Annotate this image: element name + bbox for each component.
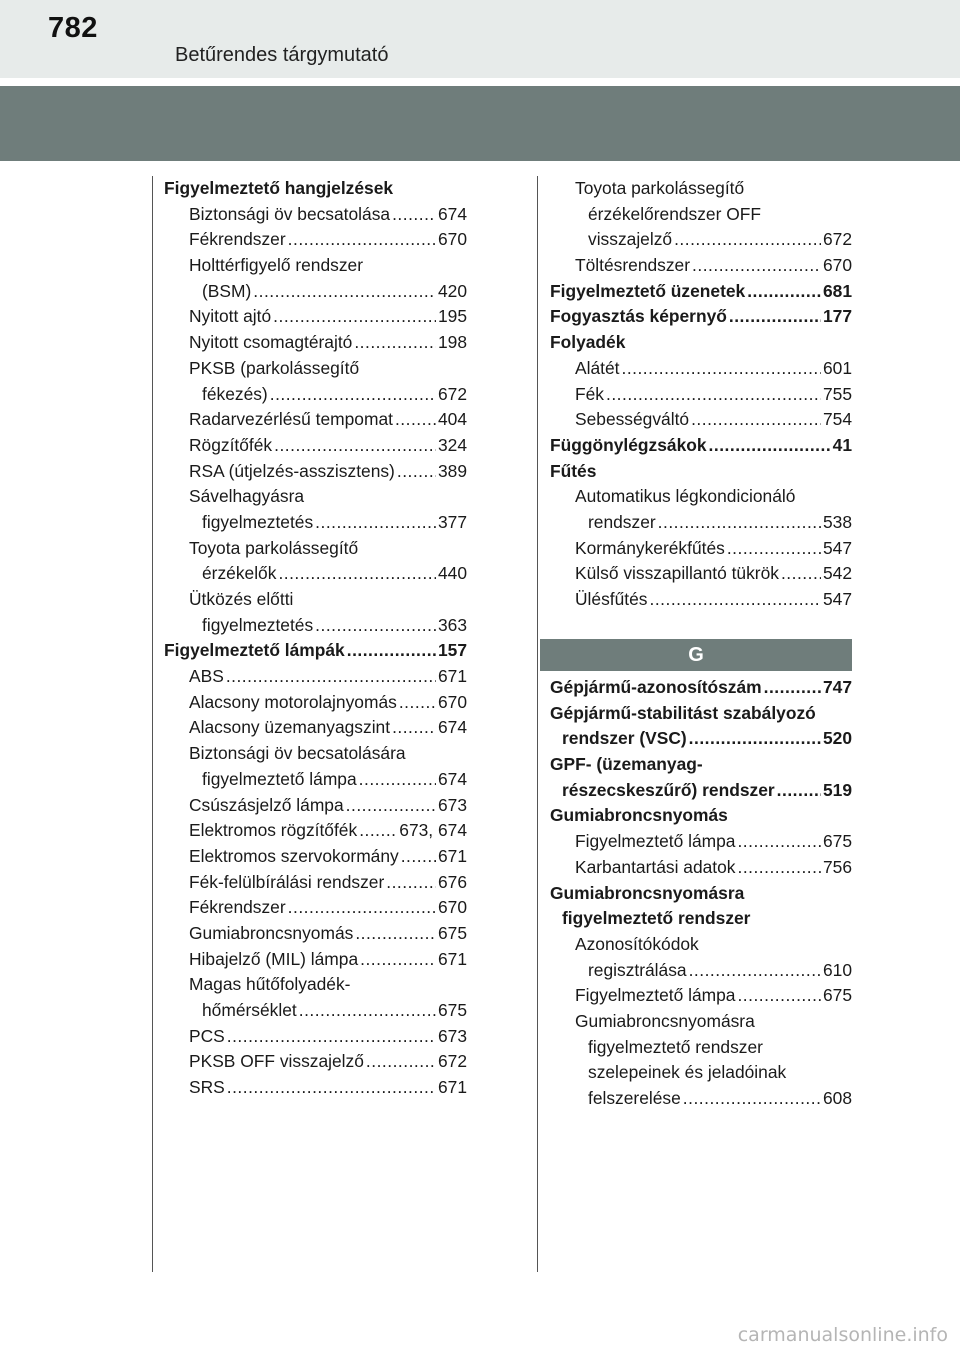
index-entry-page: 671 <box>437 1077 467 1098</box>
index-entry-term: Függönylégzsákok <box>550 434 707 455</box>
index-entry-term: Gépjármű-stabilitást szabályozó <box>550 702 816 723</box>
index-entry-term: Nyitott ajtó <box>189 306 272 327</box>
index-entry-term: Fűtés <box>550 460 597 481</box>
index-entry-page: 670 <box>437 691 467 712</box>
index-entry-term: Figyelmeztető üzenetek <box>550 280 746 301</box>
index-entry <box>550 803 852 829</box>
index-entry-term: Karbantartási adatok <box>575 856 736 877</box>
watermark: carmanualsonline.info <box>737 1324 948 1346</box>
index-entry <box>164 715 467 741</box>
index-entry-page: 363 <box>437 614 467 635</box>
index-entry <box>550 983 852 1009</box>
dot-leader <box>727 536 821 562</box>
index-entry-term: Töltésrendszer <box>575 255 691 276</box>
index-entry-term: Biztonsági öv becsatolása <box>189 203 391 224</box>
index-entry-term: érzékelők <box>202 563 277 584</box>
index-entry-term: Folyadék <box>550 332 626 353</box>
dot-leader <box>227 1024 436 1050</box>
index-entry-page: 674 <box>437 768 467 789</box>
dot-leader <box>270 382 436 408</box>
index-entry-page: 542 <box>822 563 852 584</box>
index-entry-page: 538 <box>822 511 852 532</box>
left-column-rule <box>152 176 153 1272</box>
index-entry <box>550 433 852 459</box>
index-entry <box>164 202 467 228</box>
index-entry-term: Alátét <box>575 357 620 378</box>
index-entry-term: Fékrendszer <box>189 897 286 918</box>
index-entry-term: Alacsony üzemanyagszint <box>189 717 391 738</box>
dot-leader <box>689 726 821 752</box>
dot-leader <box>227 1075 436 1101</box>
index-entry-term: Figyelmeztető lámpák <box>164 640 345 661</box>
dot-leader <box>288 895 436 921</box>
index-entry-page: 377 <box>437 511 467 532</box>
index-entry-page: 610 <box>822 959 852 980</box>
index-entry-term: Gumiabroncsnyomásra <box>550 882 745 903</box>
index-entry <box>550 829 852 855</box>
dot-leader <box>274 433 436 459</box>
dot-leader <box>315 613 436 639</box>
index-entry-term: Elektromos rögzítőfék <box>189 820 358 841</box>
index-entry <box>550 855 852 881</box>
index-entry-term: Figyelmeztető lámpa <box>575 831 736 852</box>
dot-leader <box>691 407 821 433</box>
index-entry <box>164 304 467 330</box>
dot-leader <box>392 202 436 228</box>
index-entry-term: Figyelmeztető lámpa <box>575 985 736 1006</box>
index-entry <box>164 921 467 947</box>
index-entry <box>550 202 852 228</box>
index-entry <box>550 330 852 356</box>
index-entry <box>164 844 467 870</box>
index-entry <box>164 972 467 998</box>
index-entry <box>164 690 467 716</box>
index-entry <box>550 1035 852 1061</box>
index-entry-page: 672 <box>822 229 852 250</box>
dot-leader <box>226 664 436 690</box>
index-entry <box>550 253 852 279</box>
index-entry-term: részecskeszűrő) rendszer <box>562 779 775 800</box>
dot-leader <box>683 1086 821 1112</box>
index-entry-term: PKSB OFF visszajelző <box>189 1051 364 1072</box>
index-entry-term: érzékelőrendszer OFF <box>588 203 761 224</box>
dot-leader <box>253 279 436 305</box>
index-entry-term: rendszer <box>588 511 656 532</box>
dot-leader <box>781 561 821 587</box>
index-entry <box>164 793 467 819</box>
index-entry-term: Kormánykerékfűtés <box>575 537 725 558</box>
index-entry-term: rendszer (VSC) <box>562 728 687 749</box>
index-entry-page: 389 <box>437 460 467 481</box>
index-entry <box>164 253 467 279</box>
index-entry <box>164 561 467 587</box>
section-title: Betűrendes tárgymutató <box>175 44 389 66</box>
index-entry <box>164 638 467 664</box>
index-entry-term: Rögzítőfék <box>189 434 273 455</box>
dot-leader <box>674 227 821 253</box>
index-entry-term: ABS <box>189 666 224 687</box>
index-entry-page: 747 <box>822 677 852 697</box>
index-entry <box>550 459 852 485</box>
dot-leader <box>401 844 436 870</box>
index-entry-term: GPF- (üzemanyag- <box>550 754 703 775</box>
index-entry-term: RSA (útjelzés-asszisztens) <box>189 460 395 481</box>
index-entry-page: 519 <box>822 779 852 800</box>
index-entry <box>164 176 467 202</box>
index-entry-term: (BSM) <box>202 280 252 301</box>
index-entry-term: Ütközés előtti <box>189 589 294 609</box>
index-entry-term: PKSB (parkolássegítő <box>189 357 360 378</box>
dot-leader <box>354 330 436 356</box>
index-entry-page: 671 <box>437 845 467 866</box>
index-entry <box>164 741 467 767</box>
index-entry-term: figyelmeztetés <box>202 614 314 635</box>
dot-leader <box>359 767 436 793</box>
index-entry <box>550 906 852 932</box>
dot-leader <box>366 1049 436 1075</box>
index-entry <box>550 932 852 958</box>
index-entry-page: 675 <box>437 1000 467 1020</box>
dot-leader <box>621 356 821 382</box>
index-entry-term: PCS <box>189 1025 225 1046</box>
index-entry-term: Automatikus légkondicionáló <box>575 486 796 507</box>
index-entry <box>164 998 467 1024</box>
index-entry-page: 755 <box>822 383 852 404</box>
index-entry-term: Gumiabroncsnyomás <box>550 805 728 826</box>
letter-heading-g: G <box>540 639 852 671</box>
index-entry <box>550 1009 852 1035</box>
index-entry <box>550 587 852 613</box>
index-entry-page: 675 <box>437 922 467 943</box>
index-entry <box>550 304 852 330</box>
dot-leader <box>606 382 821 408</box>
index-entry <box>164 870 467 896</box>
index-entry-term: Fék-felülbírálási rendszer <box>189 871 385 892</box>
index-entry-term: visszajelző <box>588 229 673 250</box>
index-entry-page: 670 <box>437 897 467 918</box>
index-entry-term: figyelmeztetés <box>202 511 314 532</box>
index-entry <box>164 510 467 536</box>
index-entry-page: 681 <box>822 280 852 301</box>
dot-leader <box>397 459 436 485</box>
dot-leader <box>650 587 821 613</box>
index-entry <box>550 701 852 727</box>
index-entry-term: Toyota parkolássegítő <box>189 537 359 558</box>
index-entry-term: Sebességváltó <box>575 409 690 430</box>
index-entry <box>164 947 467 973</box>
index-entry <box>550 752 852 778</box>
page-number: 782 <box>48 12 98 44</box>
index-entry <box>550 1086 852 1112</box>
index-entry-term: SRS <box>189 1077 225 1098</box>
index-entry-term: figyelmeztető lámpa <box>202 768 357 789</box>
index-entry-term: Toyota parkolássegítő <box>575 178 745 198</box>
index-entry <box>550 510 852 536</box>
index-entry-page: 673 <box>437 1025 467 1046</box>
index-entry-page: 671 <box>437 948 467 969</box>
index-entry <box>550 675 852 701</box>
index-entry-page: 675 <box>822 831 852 852</box>
index-entry <box>550 881 852 907</box>
index-entry-page: 670 <box>822 255 852 276</box>
index-entry <box>164 818 467 844</box>
index-entry-term: Elektromos szervokormány <box>189 845 399 866</box>
dot-leader <box>288 227 436 253</box>
index-entry-page: 547 <box>822 537 852 558</box>
index-entry <box>164 1075 467 1101</box>
dot-leader <box>658 510 821 536</box>
dot-leader <box>386 870 436 896</box>
dot-leader <box>299 998 436 1024</box>
index-entry <box>550 726 852 752</box>
index-entry-page: 674 <box>437 717 467 738</box>
dot-leader <box>689 958 821 984</box>
index-entry-page: 157 <box>437 640 467 661</box>
dot-leader <box>737 855 821 881</box>
index-entry <box>164 407 467 433</box>
index-entry-term: Ülésfűtés <box>575 589 648 609</box>
index-entry <box>550 484 852 510</box>
index-entry-term: Gumiabroncsnyomás <box>189 922 354 943</box>
dot-leader <box>346 793 436 819</box>
index-entry-term: Hibajelző (MIL) lámpa <box>189 948 359 969</box>
index-entry <box>164 484 467 510</box>
index-entry-term: Magas hűtőfolyadék- <box>189 974 351 995</box>
index-entry <box>550 382 852 408</box>
index-entry-term: Azonosítókódok <box>575 933 699 954</box>
dot-leader <box>278 561 436 587</box>
dot-leader <box>737 829 821 855</box>
index-entry-term: figyelmeztető rendszer <box>562 908 751 929</box>
index-entry-page: 674 <box>437 203 467 224</box>
index-entry-page: 676 <box>437 871 467 892</box>
page-header <box>0 0 960 78</box>
index-entry <box>164 536 467 562</box>
index-entry <box>550 1060 852 1086</box>
index-entry <box>550 778 852 804</box>
dot-leader <box>355 921 436 947</box>
index-entry <box>550 407 852 433</box>
index-entry-term: Figyelmeztető hangjelzések <box>164 178 394 198</box>
index-entry <box>550 958 852 984</box>
index-entry-page: 608 <box>822 1088 852 1108</box>
right-index-column-top <box>550 176 852 613</box>
index-entry <box>164 433 467 459</box>
dot-leader <box>347 638 436 664</box>
index-entry-page: 440 <box>437 563 467 584</box>
dot-leader <box>395 407 436 433</box>
index-entry <box>164 279 467 305</box>
index-entry <box>550 227 852 253</box>
dot-leader <box>392 715 436 741</box>
index-entry-term: Sávelhagyásra <box>189 486 305 507</box>
index-entry-page: 670 <box>437 229 467 250</box>
dot-leader <box>399 690 436 716</box>
index-entry-page: 672 <box>437 1051 467 1072</box>
index-entry-term: Alacsony motorolajnyomás <box>189 691 397 712</box>
index-entry-term: Biztonsági öv becsatolására <box>189 743 406 764</box>
index-entry <box>164 1049 467 1075</box>
index-entry-term: felszerelése <box>588 1088 681 1108</box>
index-entry-term: Nyitott csomagtérajtó <box>189 332 353 353</box>
right-index-column-g <box>550 675 852 1112</box>
index-entry-term: regisztrálása <box>588 959 687 980</box>
left-index-column <box>164 176 467 1101</box>
index-entry-page: 195 <box>437 306 467 327</box>
index-entry-page: 520 <box>822 728 852 749</box>
index-entry <box>550 356 852 382</box>
dot-leader <box>777 778 821 804</box>
dot-leader <box>692 253 821 279</box>
index-entry <box>164 459 467 485</box>
index-entry <box>164 587 467 613</box>
index-entry-page: 672 <box>437 383 467 404</box>
index-entry-term: Gépjármű-azonosítószám <box>550 677 762 697</box>
index-entry-page: 420 <box>437 280 467 301</box>
index-entry-page: 404 <box>437 409 467 430</box>
header-color-bar <box>0 86 960 161</box>
index-entry-term: Gumiabroncsnyomásra <box>575 1010 755 1031</box>
index-entry <box>164 895 467 921</box>
index-entry <box>164 227 467 253</box>
index-entry-term: Radarvezérlésű tempomat <box>189 409 393 430</box>
index-entry <box>164 613 467 639</box>
index-entry-page: 754 <box>822 409 852 430</box>
index-entry <box>164 767 467 793</box>
index-entry-page: 41 <box>832 434 852 455</box>
index-entry-page: 756 <box>822 856 852 877</box>
dot-leader <box>359 818 397 844</box>
index-entry-term: Holttérfigyelő rendszer <box>189 255 363 276</box>
index-entry-page: 177 <box>822 306 852 327</box>
index-entry-page: 673 <box>437 794 467 815</box>
index-entry-term: Fogyasztás képernyő <box>550 306 727 327</box>
index-entry-term: figyelmeztető rendszer <box>588 1036 763 1057</box>
index-entry-term: Fékrendszer <box>189 229 286 250</box>
index-entry <box>550 279 852 305</box>
index-entry-term: Fék <box>575 383 604 404</box>
index-entry-page: 671 <box>437 666 467 687</box>
index-entry <box>550 561 852 587</box>
index-entry-page: 601 <box>822 357 852 378</box>
dot-leader <box>764 675 821 701</box>
index-entry-term: fékezés) <box>202 383 268 404</box>
index-entry <box>164 1024 467 1050</box>
index-entry <box>164 330 467 356</box>
index-entry-page: 198 <box>437 332 467 353</box>
index-entry-term: szelepeinek és jeladóinak <box>588 1062 787 1083</box>
index-entry <box>164 382 467 408</box>
index-entry-term: Külső visszapillantó tükrök <box>575 563 779 584</box>
index-entry <box>550 176 852 202</box>
dot-leader <box>273 304 436 330</box>
dot-leader <box>737 983 821 1009</box>
index-entry <box>550 536 852 562</box>
index-entry-term: Csúszásjelző lámpa <box>189 794 344 815</box>
center-column-rule <box>537 176 538 1272</box>
dot-leader <box>747 279 821 305</box>
index-entry-page: 673, 674 <box>399 820 467 841</box>
index-entry-term: hőmérséklet <box>202 1000 297 1020</box>
dot-leader <box>360 947 436 973</box>
dot-leader <box>729 304 821 330</box>
index-entry <box>164 664 467 690</box>
index-entry-page: 547 <box>822 589 852 609</box>
dot-leader <box>709 433 831 459</box>
index-entry-page: 675 <box>822 985 852 1006</box>
index-entry-page: 324 <box>437 434 467 455</box>
dot-leader <box>315 510 436 536</box>
index-entry <box>164 356 467 382</box>
